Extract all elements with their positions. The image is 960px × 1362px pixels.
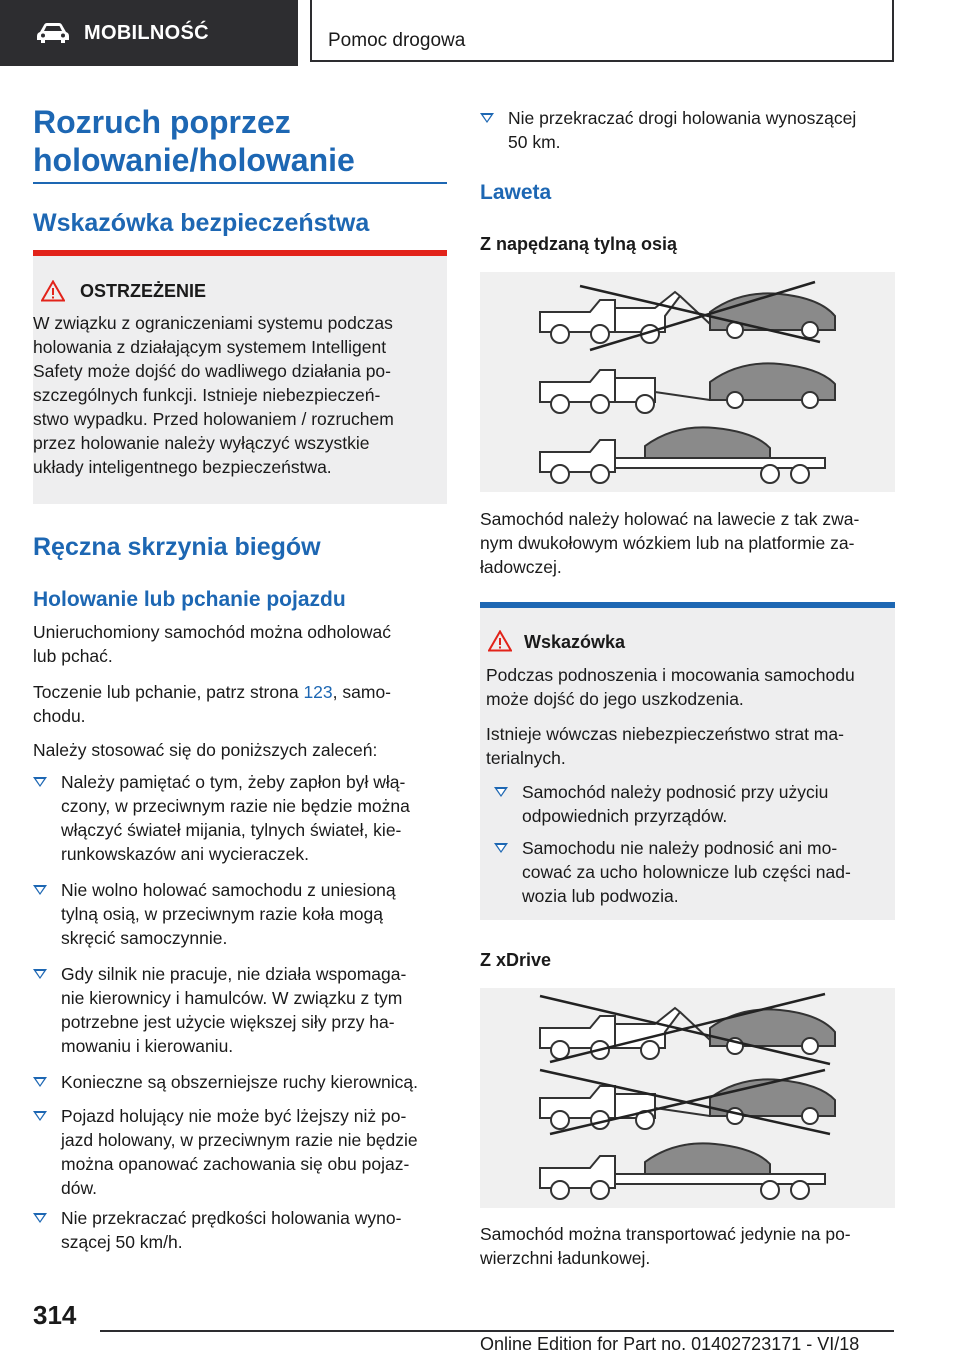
list-item — [480, 106, 895, 154]
text-line: terialnych. — [486, 748, 566, 768]
warning-text — [33, 311, 447, 479]
list-item — [33, 1104, 449, 1200]
safety-heading: Wskazówka bezpieczeństwa — [33, 209, 370, 237]
bullet-triangle-icon — [33, 1111, 47, 1121]
text-line: skręcić samoczynnie. — [61, 928, 228, 948]
laweta-heading: Laweta — [480, 181, 552, 204]
text-line: można opanować zachowania się obu pojaz- — [61, 1154, 410, 1174]
warning-line: szczególnych funkcji. Istnieje niebezpieczeń- — [33, 385, 381, 405]
bullet-triangle-icon — [33, 969, 47, 979]
text-line: runkowskazów ani wycieraczek. — [61, 844, 310, 864]
text-line: Samochód można transportować jedynie na po- — [480, 1224, 851, 1244]
chapter-title: Pomoc drogowa — [328, 30, 466, 51]
tow-truck-illustration — [480, 988, 895, 1208]
warning-box — [33, 256, 447, 504]
towing-illustration-rwd — [480, 272, 895, 492]
text-line: czony, w przeciwnym razie nie będzie można — [61, 796, 410, 816]
warning-triangle-icon — [41, 280, 65, 302]
header-section-tab — [0, 0, 298, 66]
xdrive-heading: Z xDrive — [480, 950, 552, 970]
bullet-triangle-icon — [33, 777, 47, 787]
notice-box — [480, 608, 895, 920]
text-line: Nie przekraczać prędkości holowania wyno- — [61, 1208, 402, 1228]
text-line: ładowczej. — [480, 557, 562, 577]
text-line: odpowiednich przyrządów. — [522, 806, 728, 826]
notice-list-item — [494, 780, 889, 828]
list-item — [33, 770, 449, 866]
text-fragment: Toczenie lub pchanie, patrz strona — [33, 682, 304, 702]
bullet-triangle-icon — [33, 1077, 47, 1087]
notice-triangle-icon — [488, 630, 512, 652]
warning-line: holowania z działającym systemem Intelligent — [33, 337, 387, 357]
warning-line: W związku z ograniczeniami systemu podczas — [33, 313, 393, 333]
page-title-line1: Rozruch poprzez — [33, 104, 291, 140]
list-item — [33, 1070, 449, 1094]
text-line: może dojść do jego uszkodzenia. — [486, 689, 744, 709]
title-divider — [33, 182, 447, 184]
text-line: nie kierownicy i hamulców. W związku z tym — [61, 988, 403, 1008]
text-line: lub pchać. — [33, 646, 113, 666]
text-line: 50 km. — [508, 132, 561, 152]
warning-line: układy inteligentnego bezpieczeństwa. — [33, 457, 332, 477]
notice-paragraph-1 — [486, 663, 891, 711]
page-link[interactable]: 123 — [303, 682, 333, 702]
list-item — [33, 962, 449, 1058]
text-line: wozia lub podwozia. — [522, 886, 679, 906]
notice-list-item — [494, 836, 889, 908]
text-line: dów. — [61, 1178, 97, 1198]
list-item — [33, 1206, 449, 1254]
text-line: włączyć świateł mijania, tylnych świateł, kie- — [61, 820, 402, 840]
xdrive-paragraph — [480, 1222, 895, 1270]
text-fragment: , samo- — [332, 682, 392, 702]
edition-text: Online Edition for Part no. 01402723171 - VI/18 — [480, 1334, 860, 1354]
warning-label: OSTRZEŻENIE — [80, 281, 207, 301]
section-title: MOBILNOŚĆ — [84, 21, 209, 44]
text-line: Należy pamiętać o tym, żeby zapłon był włą- — [61, 772, 406, 792]
car-icon — [36, 22, 70, 44]
text-line: Nie wolno holować samochodu z uniesioną — [61, 880, 396, 900]
warning-line: Safety może dojść do wadliwego działania po- — [33, 361, 391, 381]
text-line: tylną osią, w przeciwnym razie koła mogą — [61, 904, 383, 924]
tow-push-heading: Holowanie lub pchanie pojazdu — [33, 588, 346, 611]
text-line: cować za ucho holownicze lub części nad- — [522, 862, 851, 882]
text-line: mowaniu i kierowaniu. — [61, 1036, 234, 1056]
text-line: Samochód należy podnosić przy użyciu — [522, 782, 829, 802]
towing-illustration-xdrive — [480, 988, 895, 1208]
text-line: Gdy silnik nie pracuje, nie działa wspomaga- — [61, 964, 407, 984]
notice-paragraph-2 — [486, 722, 891, 770]
warning-line: przez holowanie należy wyłączyć wszystkie — [33, 433, 370, 453]
rwd-paragraph — [480, 507, 895, 579]
intro-paragraph-3: Należy stosować się do poniższych zaleceń: — [33, 740, 378, 760]
bullet-triangle-icon — [494, 843, 508, 853]
rwd-heading: Z napędzaną tylną osią — [480, 234, 678, 254]
bullet-triangle-icon — [33, 885, 47, 895]
text-line: Samochodu nie należy podnosić ani mo- — [522, 838, 838, 858]
intro-paragraph-2 — [33, 680, 447, 728]
intro-paragraph-1 — [33, 620, 447, 668]
bullet-triangle-icon — [480, 113, 494, 123]
text-line: Podczas podnoszenia i mocowania samochodu — [486, 665, 855, 685]
footer-divider — [100, 1330, 894, 1332]
text-line — [33, 680, 447, 704]
text-line: Samochód należy holować na lawecie z tak zwa- — [480, 509, 860, 529]
text-line: jazd holowany, w przeciwnym razie nie będzie — [61, 1130, 418, 1150]
text-line: Konieczne są obszerniejsze ruchy kierownicą. — [61, 1072, 418, 1092]
bullet-triangle-icon — [33, 1213, 47, 1223]
list-item — [33, 878, 449, 950]
warning-line: stwo wypadku. Przed holowaniem / rozruchem — [33, 409, 394, 429]
text-line: Nie przekraczać drogi holowania wynoszącej — [508, 108, 857, 128]
text-line: Pojazd holujący nie może być lżejszy niż po- — [61, 1106, 407, 1126]
text-line: wierzchni ładunkowej. — [480, 1248, 651, 1268]
bullet-triangle-icon — [494, 787, 508, 797]
text-line: Istnieje wówczas niebezpieczeństwo strat ma- — [486, 724, 844, 744]
header-chapter-tab — [310, 0, 894, 62]
text-line: Unieruchomiony samochód można odholować — [33, 622, 391, 642]
notice-label: Wskazówka — [524, 632, 626, 652]
text-line: chodu. — [33, 706, 86, 726]
page-number: 314 — [33, 1300, 77, 1330]
text-line: potrzebne jest użycie większej siły przy ha- — [61, 1012, 395, 1032]
tow-truck-illustration — [480, 272, 895, 492]
text-line: szącej 50 km/h. — [61, 1232, 183, 1252]
manual-gearbox-heading: Ręczna skrzynia biegów — [33, 533, 321, 561]
page-title-line2: holowanie/holowanie — [33, 142, 355, 178]
text-line: nym dwukołowym wózkiem lub na platformie za- — [480, 533, 855, 553]
